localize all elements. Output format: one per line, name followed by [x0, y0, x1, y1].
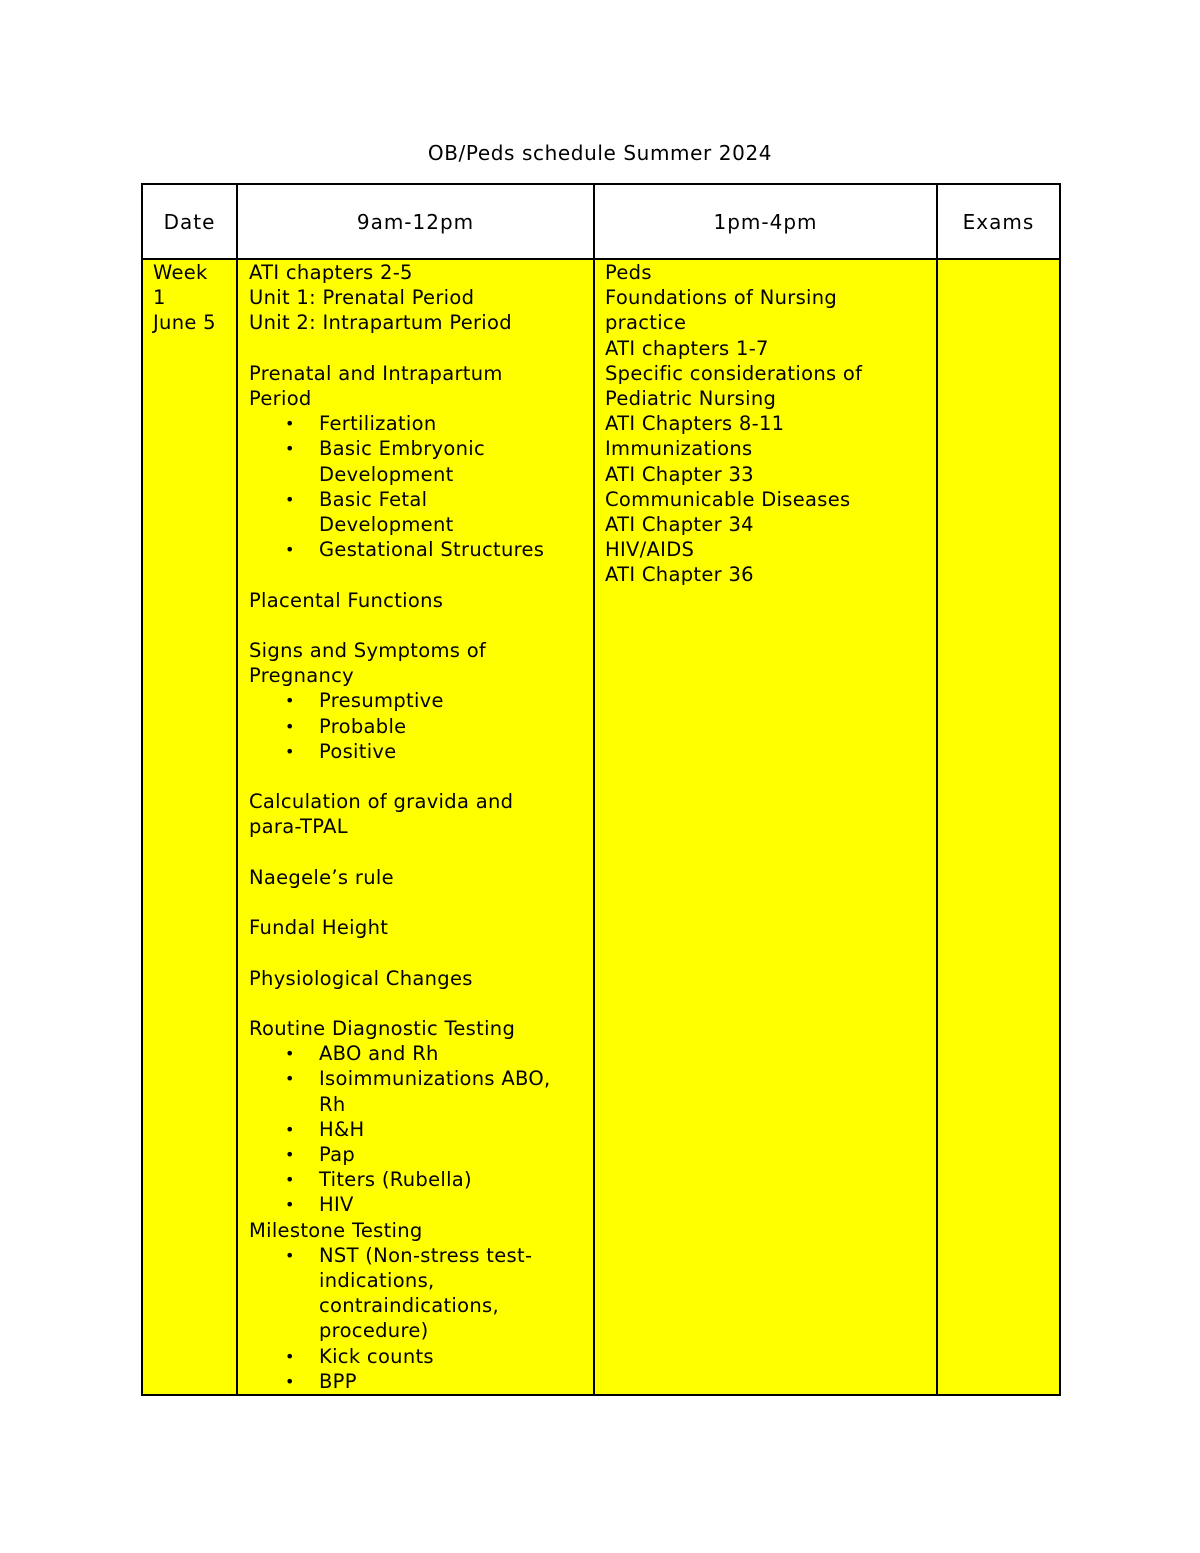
list-item-text: H&H	[319, 1117, 365, 1141]
list-item	[285, 1167, 589, 1192]
list-item-text: Presumptive	[319, 689, 444, 713]
bullet-icon: •	[285, 716, 295, 736]
list-item-text: Basic Embryonic	[319, 437, 486, 461]
list-item-text: Rh	[319, 1092, 346, 1116]
list-item	[285, 1117, 589, 1142]
list-item	[285, 1344, 589, 1369]
header-afternoon: 1pm-4pm	[594, 184, 937, 259]
list-item	[285, 1369, 589, 1394]
afternoon-line: ATI Chapter 34	[605, 513, 754, 537]
bullet-icon: •	[285, 414, 295, 434]
section-title: Naegele’s rule	[249, 865, 394, 889]
list-item-text: Kick counts	[319, 1344, 434, 1368]
list-item-text: procedure)	[319, 1319, 429, 1343]
date-line: Week	[153, 261, 208, 284]
bullet-icon: •	[285, 1069, 295, 1089]
bullet-icon: •	[285, 1195, 295, 1215]
afternoon-line: ATI chapters 1-7	[605, 336, 769, 360]
list-item	[285, 739, 589, 764]
afternoon-line: ATI Chapter 33	[605, 462, 754, 486]
table-row	[142, 259, 1060, 1395]
list-item-text: NST (Non-stress test-	[319, 1243, 533, 1267]
section-title: Milestone Testing	[249, 1218, 423, 1242]
header-morning: 9am-12pm	[237, 184, 594, 259]
bullet-icon: •	[285, 1346, 295, 1366]
list-item	[285, 1142, 589, 1167]
list-item-text: HIV	[319, 1193, 354, 1217]
intro-line: ATI chapters 2-5	[249, 261, 413, 284]
list-item	[285, 436, 589, 486]
afternoon-line: Foundations of Nursing	[605, 286, 838, 310]
list-item	[285, 714, 589, 739]
afternoon-line: practice	[605, 311, 687, 335]
list-item-text: BPP	[319, 1369, 357, 1393]
section-title: Placental Functions	[249, 588, 444, 612]
header-row	[142, 184, 1060, 259]
afternoon-line: Peds	[605, 261, 652, 284]
date-line: 1	[153, 286, 166, 310]
bullet-list	[249, 688, 589, 764]
afternoon-line: ATI Chapter 36	[605, 563, 754, 587]
blank-line	[249, 562, 589, 587]
section-title: Period	[249, 387, 312, 410]
section-title: Fundal Height	[249, 916, 389, 940]
bullet-list	[249, 1041, 589, 1217]
section-title: Pregnancy	[249, 664, 355, 688]
header-date: Date	[142, 184, 237, 259]
header-exams: Exams	[937, 184, 1060, 259]
section-title: Routine Diagnostic Testing	[249, 1016, 516, 1040]
section-title: Physiological Changes	[249, 966, 473, 990]
bullet-list	[249, 411, 589, 562]
afternoon-line: HIV/AIDS	[605, 538, 695, 562]
section-title: Signs and Symptoms of	[249, 639, 487, 662]
section-title: para-TPAL	[249, 815, 348, 839]
afternoon-line: ATI Chapters 8-11	[605, 412, 785, 436]
list-item-text: Basic Fetal	[319, 487, 428, 511]
list-item	[285, 1041, 589, 1066]
blank-line	[249, 764, 589, 789]
section-title: Calculation of gravida and	[249, 790, 514, 814]
list-item-text: Gestational Structures	[319, 538, 545, 562]
list-item-text: Titers (Rubella)	[319, 1168, 472, 1192]
morning-cell	[237, 259, 594, 1395]
list-item-text: Pap	[319, 1142, 356, 1166]
afternoon-line: Immunizations	[605, 437, 753, 461]
schedule-table	[141, 183, 1061, 1396]
list-item-text: Positive	[319, 739, 397, 763]
list-item	[285, 688, 589, 713]
list-item	[285, 537, 589, 562]
blank-line	[249, 991, 589, 1016]
bullet-icon: •	[285, 1044, 295, 1064]
bullet-list	[249, 1243, 589, 1394]
bullet-icon: •	[285, 691, 295, 711]
list-item	[285, 1192, 589, 1217]
bullet-icon: •	[285, 1144, 295, 1164]
list-item	[285, 411, 589, 436]
exams-cell	[937, 259, 1060, 1395]
afternoon-cell	[594, 259, 937, 1395]
intro-line: Unit 2: Intrapartum Period	[249, 311, 512, 335]
list-item	[285, 487, 589, 537]
list-item-text: Development	[319, 462, 454, 486]
page-title: OB/Peds schedule Summer 2024	[427, 141, 773, 165]
date-cell	[142, 259, 237, 1395]
list-item-text: Development	[319, 513, 454, 537]
list-item-text: indications,	[319, 1269, 435, 1292]
list-item-text: Fertilization	[319, 412, 437, 436]
bullet-icon: •	[285, 439, 295, 459]
list-item	[285, 1066, 589, 1116]
bullet-icon: •	[285, 1119, 295, 1139]
afternoon-line: Pediatric Nursing	[605, 387, 777, 411]
list-item-text: Probable	[319, 714, 407, 738]
bullet-icon: •	[285, 540, 295, 560]
afternoon-line: Communicable Diseases	[605, 487, 851, 511]
bullet-icon: •	[285, 741, 295, 761]
list-item-text: Isoimmunizations ABO,	[319, 1067, 551, 1091]
intro-line: Unit 1: Prenatal Period	[249, 286, 475, 310]
blank-line	[249, 840, 589, 865]
list-item-text: ABO and Rh	[319, 1042, 439, 1066]
blank-line	[249, 890, 589, 915]
bullet-icon: •	[285, 1170, 295, 1190]
list-item-text: contraindications,	[319, 1294, 499, 1318]
blank-line	[249, 940, 589, 965]
section-title: Prenatal and Intrapartum	[249, 361, 503, 385]
blank-line	[249, 336, 589, 361]
bullet-icon: •	[285, 1371, 295, 1391]
bullet-icon: •	[285, 1245, 295, 1265]
blank-line	[249, 613, 589, 638]
date-line: June 5	[153, 311, 216, 335]
bullet-icon: •	[285, 489, 295, 509]
list-item	[285, 1243, 589, 1344]
afternoon-line: Specific considerations of	[605, 361, 863, 385]
